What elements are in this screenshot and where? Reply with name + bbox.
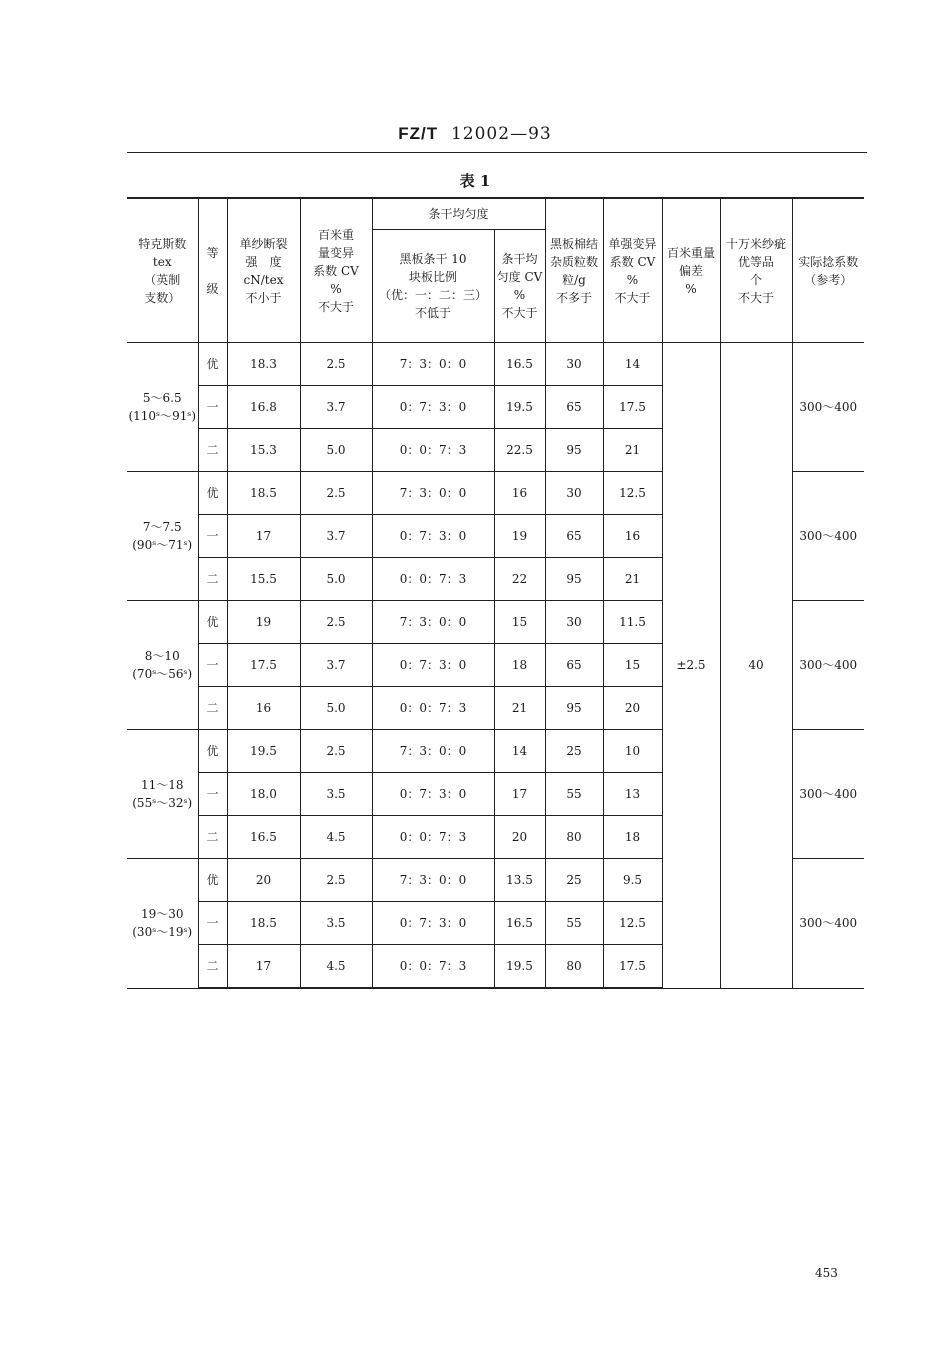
grade-cell: 优 bbox=[198, 859, 227, 902]
neps-cell: 95 bbox=[545, 429, 603, 472]
tex-range: 19～30 bbox=[140, 907, 184, 922]
header-line: 不大于 bbox=[737, 290, 774, 305]
twist-cell: 300～400 bbox=[792, 472, 864, 601]
strength-cv-cell: 9.5 bbox=[603, 859, 662, 902]
evenness-cv-cell: 21 bbox=[494, 687, 545, 730]
evenness-cv-cell: 20 bbox=[494, 816, 545, 859]
grade-cell: 优 bbox=[198, 601, 227, 644]
tex-range-cell bbox=[127, 601, 198, 730]
header-line: 黑板棉结 bbox=[549, 236, 598, 251]
twist-cell: 300～400 bbox=[792, 859, 864, 989]
strength-cv-cell: 13 bbox=[603, 773, 662, 816]
strength-cv-cell: 15 bbox=[603, 644, 662, 687]
header-line: 不多于 bbox=[555, 290, 592, 305]
evenness-cv-cell: 17 bbox=[494, 773, 545, 816]
tex-range: 5～6.5 bbox=[142, 391, 182, 405]
header-line: 实际捻系数 bbox=[798, 254, 859, 269]
tex-range: 7～7.5 bbox=[142, 520, 182, 534]
evenness-cv-cell: 22 bbox=[494, 558, 545, 601]
weight-cv-cell: 2.5 bbox=[300, 730, 372, 773]
ratio-cell: 7：3：0：0 bbox=[372, 601, 494, 644]
page-number: 453 bbox=[815, 1266, 838, 1280]
strength-cv-cell: 12.5 bbox=[603, 472, 662, 515]
header-line: 不大于 bbox=[501, 306, 538, 320]
neps-cell: 25 bbox=[545, 730, 603, 773]
strength-cv-cell: 21 bbox=[603, 429, 662, 472]
col-header-faults bbox=[720, 198, 792, 343]
header-line: 级 bbox=[206, 281, 219, 296]
header-line: 百米重 bbox=[317, 227, 354, 242]
strength-cv-cell: 16 bbox=[603, 515, 662, 558]
tex-range-cell bbox=[127, 730, 198, 859]
ratio-cell: 0：0：7：3 bbox=[372, 816, 494, 859]
strength-cell: 18.5 bbox=[227, 902, 300, 945]
weight-cv-cell: 3.5 bbox=[300, 902, 372, 945]
ratio-cell: 0：0：7：3 bbox=[372, 687, 494, 730]
table-row bbox=[127, 343, 864, 386]
evenness-cv-cell: 14 bbox=[494, 730, 545, 773]
header-line: 条干均 bbox=[501, 252, 538, 266]
weight-cv-cell: 5.0 bbox=[300, 429, 372, 472]
col-header-grade bbox=[198, 198, 227, 343]
col-header-evenness-cv bbox=[494, 230, 545, 343]
col-header-evenness-group: 条干均匀度 bbox=[372, 198, 545, 230]
header-line: （优：一：二：三） bbox=[378, 288, 487, 302]
ratio-cell: 7：3：0：0 bbox=[372, 730, 494, 773]
standard-code: FZ/T bbox=[398, 124, 439, 143]
header-line: % bbox=[513, 288, 526, 302]
evenness-cv-cell: 18 bbox=[494, 644, 545, 687]
header-line: （参考） bbox=[804, 272, 853, 287]
evenness-cv-cell: 19 bbox=[494, 515, 545, 558]
col-header-blackboard-ratio bbox=[372, 230, 494, 343]
ratio-cell: 7：3：0：0 bbox=[372, 472, 494, 515]
header-line: 百米重量 bbox=[666, 245, 715, 260]
english-count: (55ˢ～32ˢ) bbox=[132, 796, 193, 810]
strength-cell: 20 bbox=[227, 859, 300, 902]
evenness-cv-cell: 19.5 bbox=[494, 386, 545, 429]
weight-cv-cell: 3.7 bbox=[300, 515, 372, 558]
evenness-cv-cell: 22.5 bbox=[494, 429, 545, 472]
weight-cv-cell: 2.5 bbox=[300, 343, 372, 386]
spec-table bbox=[127, 197, 864, 989]
tex-range-cell bbox=[127, 343, 198, 472]
weight-deviation-cell: ±2.5 bbox=[662, 343, 720, 989]
header-line: % bbox=[626, 272, 639, 287]
table-caption: 表 1 bbox=[459, 172, 491, 190]
header-line: 不大于 bbox=[614, 290, 651, 305]
neps-cell: 30 bbox=[545, 601, 603, 644]
strength-cell: 16.8 bbox=[227, 386, 300, 429]
col-header-strength-cv bbox=[603, 198, 662, 343]
weight-cv-cell: 3.7 bbox=[300, 386, 372, 429]
evenness-cv-cell: 16.5 bbox=[494, 902, 545, 945]
neps-cell: 80 bbox=[545, 816, 603, 859]
twist-cell: 300～400 bbox=[792, 343, 864, 472]
grade-cell: 一 bbox=[198, 386, 227, 429]
neps-cell: 65 bbox=[545, 644, 603, 687]
ratio-cell: 7：3：0：0 bbox=[372, 343, 494, 386]
twist-cell: 300～400 bbox=[792, 730, 864, 859]
header-line: tex bbox=[152, 254, 172, 269]
col-header-weight-cv bbox=[300, 198, 372, 343]
strength-cell: 17 bbox=[227, 945, 300, 989]
weight-cv-cell: 4.5 bbox=[300, 945, 372, 989]
col-header-weight-deviation bbox=[662, 198, 720, 343]
english-count: (70ˢ～56ˢ) bbox=[132, 667, 193, 681]
neps-cell: 65 bbox=[545, 386, 603, 429]
grade-cell: 一 bbox=[198, 515, 227, 558]
strength-cv-cell: 20 bbox=[603, 687, 662, 730]
header-line: 匀度 CV bbox=[496, 270, 543, 284]
header-line: 优等品 bbox=[737, 254, 774, 269]
standard-number: 12002—93 bbox=[450, 124, 552, 144]
neps-cell: 25 bbox=[545, 859, 603, 902]
neps-cell: 95 bbox=[545, 687, 603, 730]
header-line: 单强变异 bbox=[608, 236, 657, 251]
strength-cell: 16 bbox=[227, 687, 300, 730]
weight-cv-cell: 3.7 bbox=[300, 644, 372, 687]
fault-limit-cell: 40 bbox=[720, 343, 792, 989]
strength-cv-cell: 12.5 bbox=[603, 902, 662, 945]
ratio-cell: 0：7：3：0 bbox=[372, 773, 494, 816]
neps-cell: 30 bbox=[545, 343, 603, 386]
strength-cell: 18.5 bbox=[227, 472, 300, 515]
col-header-neps bbox=[545, 198, 603, 343]
header-line: 不低于 bbox=[414, 306, 451, 320]
header-line: 偏差 bbox=[678, 263, 703, 278]
ratio-cell: 7：3：0：0 bbox=[372, 859, 494, 902]
strength-cell: 16.5 bbox=[227, 816, 300, 859]
english-count: (30ˢ～19ˢ) bbox=[132, 925, 193, 940]
tex-range: 11～18 bbox=[140, 778, 184, 792]
header-line: 强 度 bbox=[245, 254, 282, 269]
grade-cell: 优 bbox=[198, 730, 227, 773]
header-rule bbox=[127, 152, 867, 153]
ratio-cell: 0：7：3：0 bbox=[372, 386, 494, 429]
header-line bbox=[200, 262, 226, 280]
tex-range-cell bbox=[127, 859, 198, 989]
grade-cell: 优 bbox=[198, 343, 227, 386]
ratio-cell: 0：7：3：0 bbox=[372, 515, 494, 558]
header-line: 支数） bbox=[144, 290, 181, 305]
weight-cv-cell: 4.5 bbox=[300, 816, 372, 859]
grade-cell: 一 bbox=[198, 773, 227, 816]
col-header-tex bbox=[127, 198, 198, 343]
neps-cell: 95 bbox=[545, 558, 603, 601]
grade-cell: 二 bbox=[198, 816, 227, 859]
header-line: 单纱断裂 bbox=[239, 236, 288, 251]
strength-cv-cell: 17.5 bbox=[603, 386, 662, 429]
grade-cell: 一 bbox=[198, 902, 227, 945]
grade-cell: 二 bbox=[198, 945, 227, 989]
ratio-cell: 0：7：3：0 bbox=[372, 902, 494, 945]
evenness-cv-cell: 16.5 bbox=[494, 343, 545, 386]
ratio-cell: 0：0：7：3 bbox=[372, 558, 494, 601]
grade-cell: 二 bbox=[198, 687, 227, 730]
tex-range: 8～10 bbox=[144, 649, 180, 663]
neps-cell: 55 bbox=[545, 773, 603, 816]
neps-cell: 65 bbox=[545, 515, 603, 558]
english-count: (90ˢ～71ˢ) bbox=[132, 538, 193, 552]
english-count: (110ˢ～91ˢ) bbox=[128, 409, 197, 423]
header-row bbox=[127, 198, 864, 230]
header-line: 特克斯数 bbox=[138, 236, 187, 251]
header-line: % bbox=[330, 281, 342, 296]
document-header bbox=[0, 124, 950, 144]
weight-cv-cell: 2.5 bbox=[300, 601, 372, 644]
ratio-cell: 0：0：7：3 bbox=[372, 945, 494, 989]
neps-cell: 30 bbox=[545, 472, 603, 515]
twist-cell: 300～400 bbox=[792, 601, 864, 730]
weight-cv-cell: 2.5 bbox=[300, 472, 372, 515]
tex-range-cell bbox=[127, 472, 198, 601]
strength-cell: 17 bbox=[227, 515, 300, 558]
header-line: 个 bbox=[749, 272, 762, 287]
strength-cv-cell: 11.5 bbox=[603, 601, 662, 644]
header-line: （英制 bbox=[144, 272, 181, 287]
header-line: 不小于 bbox=[245, 290, 282, 305]
evenness-cv-cell: 13.5 bbox=[494, 859, 545, 902]
header-line: 块板比例 bbox=[408, 270, 457, 284]
grade-cell: 二 bbox=[198, 558, 227, 601]
header-line: 十万米纱疵 bbox=[725, 236, 786, 251]
header-line: 系数 CV bbox=[313, 263, 359, 278]
neps-cell: 55 bbox=[545, 902, 603, 945]
strength-cell: 18.0 bbox=[227, 773, 300, 816]
header-line: 等 bbox=[206, 245, 219, 260]
strength-cv-cell: 17.5 bbox=[603, 945, 662, 989]
grade-cell: 一 bbox=[198, 644, 227, 687]
evenness-cv-cell: 19.5 bbox=[494, 945, 545, 989]
header-line: 系数 CV bbox=[609, 254, 656, 269]
strength-cell: 19.5 bbox=[227, 730, 300, 773]
ratio-cell: 0：7：3：0 bbox=[372, 644, 494, 687]
col-header-twist bbox=[792, 198, 864, 343]
weight-cv-cell: 5.0 bbox=[300, 558, 372, 601]
ratio-cell: 0：0：7：3 bbox=[372, 429, 494, 472]
strength-cv-cell: 21 bbox=[603, 558, 662, 601]
strength-cv-cell: 14 bbox=[603, 343, 662, 386]
grade-cell: 优 bbox=[198, 472, 227, 515]
weight-cv-cell: 5.0 bbox=[300, 687, 372, 730]
evenness-cv-cell: 15 bbox=[494, 601, 545, 644]
weight-cv-cell: 2.5 bbox=[300, 859, 372, 902]
strength-cv-cell: 18 bbox=[603, 816, 662, 859]
weight-cv-cell: 3.5 bbox=[300, 773, 372, 816]
strength-cell: 18.3 bbox=[227, 343, 300, 386]
grade-cell: 二 bbox=[198, 429, 227, 472]
header-line: 粒/g bbox=[562, 272, 586, 287]
evenness-cv-cell: 16 bbox=[494, 472, 545, 515]
header-line: 量变异 bbox=[317, 245, 354, 260]
strength-cell: 17.5 bbox=[227, 644, 300, 687]
header-line: cN/tex bbox=[243, 272, 284, 287]
header-line: 杂质粒数 bbox=[549, 254, 598, 269]
strength-cell: 19 bbox=[227, 601, 300, 644]
header-line: 黑板条干 10 bbox=[399, 252, 467, 266]
col-header-strength bbox=[227, 198, 300, 343]
strength-cv-cell: 10 bbox=[603, 730, 662, 773]
strength-cell: 15.3 bbox=[227, 429, 300, 472]
header-line: % bbox=[685, 281, 697, 296]
neps-cell: 80 bbox=[545, 945, 603, 989]
header-line: 不大于 bbox=[317, 299, 354, 314]
strength-cell: 15.5 bbox=[227, 558, 300, 601]
